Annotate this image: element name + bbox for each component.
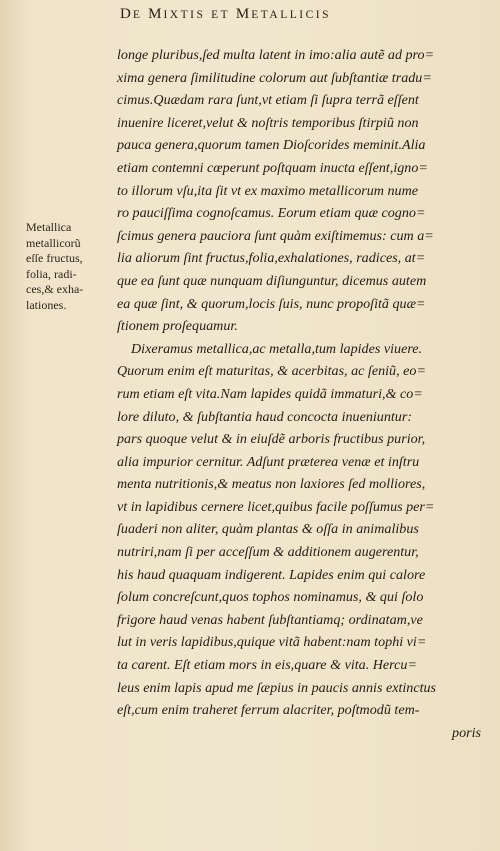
text-line: ro pauciſſima cognoſcamus. Eorum etiam quæ cogno= (117, 205, 426, 222)
text-line: frigore haud venas habent ſubſtantiamq; ordinatam,ve (117, 611, 423, 628)
marginal-note-line: folia, radi- (26, 266, 77, 281)
marginal-note-line: Metallica (26, 220, 72, 234)
running-head-mixtis-rest: IXTIS (163, 9, 206, 21)
text-line: inuenire liceret,velut & noſtris temporibus ſtirpiũ non (117, 114, 419, 131)
catchword: poris (452, 724, 481, 741)
text-line: etiam contemni cœperunt poſtquam inucta eſſent,igno= (117, 159, 428, 176)
text-line: pauca genera,quorum tamen Dioſcorides meminit.Alia (117, 137, 426, 154)
marginal-note-line: eſſe fructus, (26, 251, 83, 265)
text-line: Quorum enim eſt maturitas, & acerbitas, ac ſeniũ, eo= (117, 363, 426, 380)
text-line: ſcimus genera pauciora ſunt quàm exiſtimemus: cum a= (117, 227, 434, 244)
marginal-note-line: ces,& exha- (26, 282, 84, 296)
marginal-note (26, 220, 112, 313)
text-line: leus enim lapis apud me ſæpius in paucis annis extinctus (117, 679, 437, 696)
text-line: cimus.Quædam rara ſunt,vt etiam ſi ſupra terrã eſſent (117, 92, 419, 109)
text-line: ſtionem proſequamur. (117, 318, 238, 335)
running-head-metallicis-rest: ETALLICIS (251, 9, 331, 21)
text-line: ſolum concreſcunt,quos tophos nominamus, & qui ſolo (117, 589, 424, 606)
text-line: ea quæ ſint, & quorum,locis ſuis, nunc propoſitã quæ= (117, 295, 426, 312)
text-line: ſuaderi non aliter, quàm plantas & oſſa in animalibus (117, 521, 419, 538)
paragraph-start-line: Dixeramus metallica,ac metalla,tum lapides viuere. (131, 340, 423, 357)
running-head-mixtis-initial: M (148, 6, 164, 22)
text-line: ta carent. Eſt etiam mors in eis,quare & vita. Hercu= (117, 657, 417, 674)
text-line: eſt,cum enim traheret ferrum alacriter, poſtmodũ tem- (117, 702, 420, 719)
text-line: rum etiam eſt vita.Nam lapides quidã immaturi,& co= (117, 385, 423, 402)
running-head-de-rest: E (132, 9, 143, 21)
text-line: lore diluto, & ſubſtantia haud concocta inueniuntur: (117, 408, 413, 425)
body-text (117, 44, 489, 744)
running-head (120, 6, 331, 23)
text-line: alia impurior cernitur. Adſunt præterea venæ et inſtru (117, 453, 420, 470)
text-line: pars quoque velut & in eiuſdẽ arboris fructibus purior, (117, 431, 426, 448)
text-line: to illorum vſu,ita ſit vt ex maximo metallicorum nume (117, 182, 419, 199)
marginal-note-line: lationes. (26, 297, 67, 312)
running-head-et: ET (211, 9, 231, 21)
text-line: que ea ſunt quæ nunquam diſiunguntur, dicemus autem (117, 272, 427, 289)
text-line: lut in veris lapidibus,quique vitã habent:nam tophi vi= (117, 634, 427, 651)
running-head-de-initial: D (120, 6, 133, 22)
text-line: nutriri,nam ſi per acceſſum & additionem augerentur, (117, 544, 419, 561)
text-line: his haud quaquam indigerent. Lapides enim qui calore (117, 566, 426, 583)
text-line: menta nutritionis,& meatus non laxiores ſed molliores, (117, 476, 426, 493)
text-line: xima genera ſimilitudine colorum aut ſubſtantiæ tradu= (117, 69, 432, 86)
text-line: lia aliorum ſint fructus,folia,exhalationes, radices, at= (117, 250, 426, 267)
text-line: vt in lapidibus cernere licet,quibus facile poſſumus per= (117, 498, 435, 515)
marginal-note-line: metallicorũ (26, 235, 81, 250)
text-line: longe pluribus,ſed multa latent in imo:alia autẽ ad pro= (117, 47, 435, 63)
running-head-metallicis-initial: M (235, 6, 252, 22)
